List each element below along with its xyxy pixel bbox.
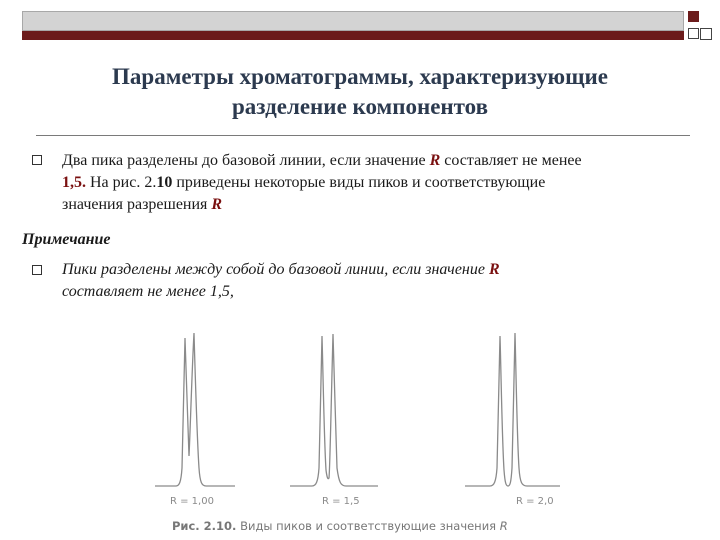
note-heading bbox=[22, 229, 110, 251]
bullet-1-text-cont2: приведены некоторые виды пиков и соответствующие bbox=[172, 174, 546, 191]
note-text: Пики разделены между собой до базовой линии, если значение bbox=[62, 261, 489, 278]
bullet-1-line-1 bbox=[62, 150, 720, 172]
header-bar bbox=[22, 11, 684, 31]
bullet-1-line-3 bbox=[62, 194, 720, 216]
bullet-1-text-cont: составляет не менее bbox=[440, 152, 582, 169]
caption-text: Виды пиков и соответствующие значения bbox=[236, 519, 500, 533]
corner-square-dark bbox=[688, 11, 699, 22]
figure-caption bbox=[172, 519, 508, 533]
bullet-1-line-2 bbox=[62, 172, 720, 194]
corner-square-light bbox=[688, 28, 699, 39]
bullet-1-text-fig: На рис. 2. bbox=[86, 174, 157, 191]
title-line-1: Параметры хроматограммы, характеризующие bbox=[112, 64, 608, 89]
peak-label-2: R = 1,5 bbox=[322, 496, 360, 507]
header-accent-bar bbox=[22, 31, 684, 40]
note-heading-text: Примечание bbox=[22, 231, 111, 248]
caption-symbol: R bbox=[499, 519, 508, 533]
bullet-paragraph-1 bbox=[62, 150, 720, 216]
caption-number: Рис. 2.10. bbox=[172, 519, 237, 533]
chromatogram-figure bbox=[150, 328, 590, 540]
resolution-symbol-2: R bbox=[211, 196, 223, 213]
bullet-2-line-2: составляет не менее 1,5, bbox=[62, 283, 234, 300]
slide-title bbox=[0, 62, 720, 122]
bullet-1-text-cont3: значения разрешения bbox=[62, 196, 212, 213]
bullet-paragraph-2 bbox=[62, 259, 682, 303]
corner-square-outline bbox=[700, 28, 712, 40]
peak-label-1: R = 1,00 bbox=[170, 496, 214, 507]
title-line-2: разделение компонентов bbox=[231, 94, 489, 119]
peak-label-3: R = 2,0 bbox=[516, 496, 554, 507]
note-resolution-symbol: R bbox=[488, 261, 500, 278]
peaks-illustration bbox=[150, 328, 590, 540]
bullet-1-text: Два пика разделены до базовой линии, если значение bbox=[62, 152, 430, 169]
bullet-square-icon bbox=[32, 155, 42, 165]
resolution-value: 1,5. bbox=[62, 174, 86, 191]
title-divider bbox=[36, 135, 690, 136]
resolution-symbol: R bbox=[429, 152, 441, 169]
bullet-square-icon-2 bbox=[32, 265, 42, 275]
bullet-2-line-1 bbox=[62, 259, 682, 281]
figure-number: 10 bbox=[156, 174, 173, 191]
